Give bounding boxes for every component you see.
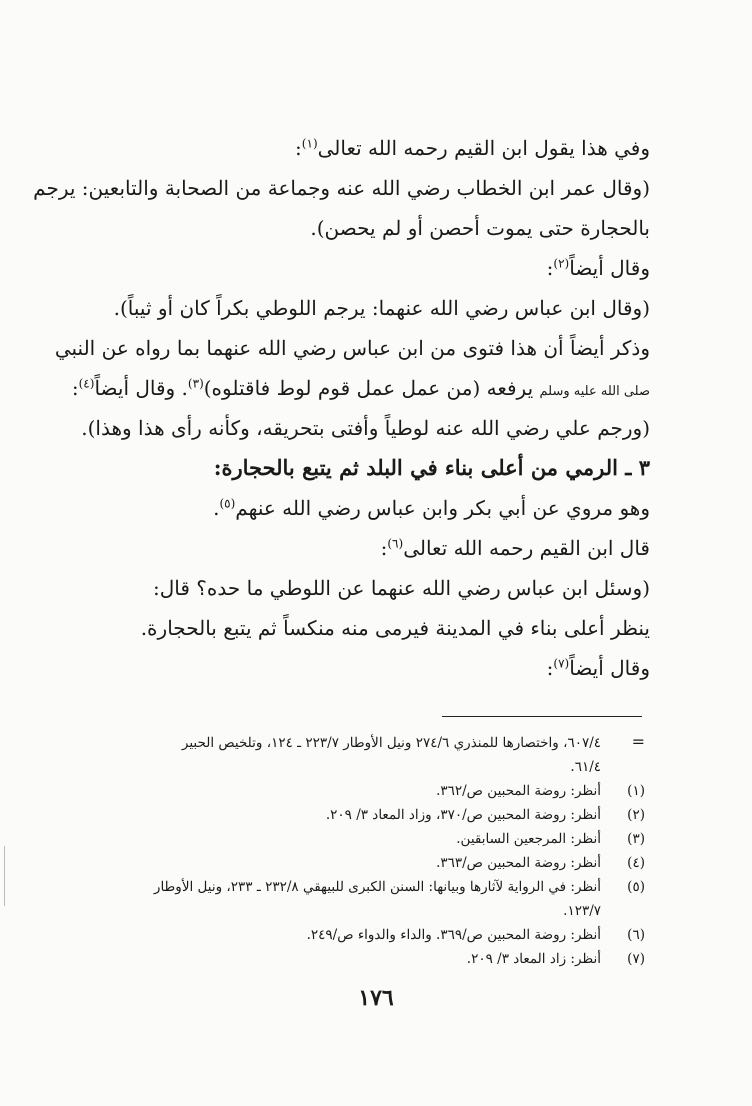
footnote: (٢)أنظر: روضة المحبين ص/٣٧٠، وزاد المعاد ٣/ ٢٠٩. xyxy=(325,807,645,823)
footnote-ref: (٦) xyxy=(387,536,404,551)
footnote: (٥)أنظر: في الرواية لآثارها وبيانها: السنن الكبرى للبيهقي ٢٣٢/٨ ـ ٢٣٣، ونيل الأوطار xyxy=(153,879,645,895)
scan-edge-mark xyxy=(4,846,5,906)
footnotes xyxy=(70,730,645,971)
footnote-continuation: ٦١/٤. xyxy=(570,759,601,775)
footnote: (٣)أنظر: المرجعين السابقين. xyxy=(456,831,645,847)
footnote: (٦)أنظر: روضة المحبين ص/٣٦٩. والداء والدواء ص/٢٤٩. xyxy=(306,927,645,943)
salutation-glyph: صلى الله عليه وسلم xyxy=(539,384,650,399)
text-line: (وسئل ابن عباس رضي الله عنهما عن اللوطي ما حده؟ قال: xyxy=(153,576,650,600)
text-line: (وقال عمر ابن الخطاب رضي الله عنه وجماعة من الصحابة والتابعين: يرجم xyxy=(33,176,650,200)
footnote-ref: (٧) xyxy=(553,656,570,671)
page-number: ١٧٦ xyxy=(358,985,394,1011)
footnote-ref: (٢) xyxy=(553,256,570,271)
footnote-separator xyxy=(442,716,642,717)
footnote: (٤)أنظر: روضة المحبين ص/٣٦٣. xyxy=(436,855,645,871)
section-heading: ٣ ـ الرمي من أعلى بناء في البلد ثم يتبع بالحجارة: xyxy=(213,455,650,480)
main-text xyxy=(33,128,650,688)
footnote-ref: (٣) xyxy=(187,376,204,391)
text-line: وذكر أيضاً أن هذا فتوى من ابن عباس رضي الله عنهما بما رواه عن النبي xyxy=(54,336,650,360)
footnote-ref: (١) xyxy=(301,136,318,151)
text-line: قال ابن القيم رحمه الله تعالى$^{(٦)}$: xyxy=(380,536,650,560)
text-line: (ورجم علي رضي الله عنه لوطياً وأفتى بتحريقه، وكأنه رأى هذا وهذا). xyxy=(81,416,650,440)
text-line: وقال أيضاً$^{(٧)}$: xyxy=(546,656,650,680)
text-line: صلى الله عليه وسلم يرفعه (من عمل عمل قوم لوط فاقتلوه)$^{(٣)}$. وقال أيضاً$^{(٤)}$: xyxy=(71,376,650,400)
text-line: (وقال ابن عباس رضي الله عنهما: يرجم اللوطي بكراً كان أو ثيباً). xyxy=(113,296,650,320)
footnote-continuation: ١٢٣/٧. xyxy=(563,903,601,919)
footnote-ref: (٤) xyxy=(78,376,95,391)
text-line: وهو مروي عن أبي بكر وابن عباس رضي الله عنهم$^{(٥)}$. xyxy=(213,496,650,520)
footnote: =٦٠٧/٤، واختصارها للمنذري ٢٧٤/٦ ونيل الأوطار ٢٢٣/٧ ـ ١٢٤، وتلخيص الحبير xyxy=(181,732,645,751)
footnote-ref: (٥) xyxy=(219,496,236,511)
text-line: بالحجارة حتى يموت أحصن أو لم يحصن). xyxy=(310,216,650,240)
text-line: وفي هذا يقول ابن القيم رحمه الله تعالى$^{(١)}$: xyxy=(295,136,650,160)
text-line: ينظر أعلى بناء في المدينة فيرمى منه منكساً ثم يتبع بالحجارة. xyxy=(140,616,650,640)
footnote: (٧)أنظر: زاد المعاد ٣/ ٢٠٩. xyxy=(466,951,645,967)
footnote: (١)أنظر: روضة المحبين ص/٣٦٢. xyxy=(436,783,645,799)
text-line: وقال أيضاً$^{(٢)}$: xyxy=(546,256,650,280)
